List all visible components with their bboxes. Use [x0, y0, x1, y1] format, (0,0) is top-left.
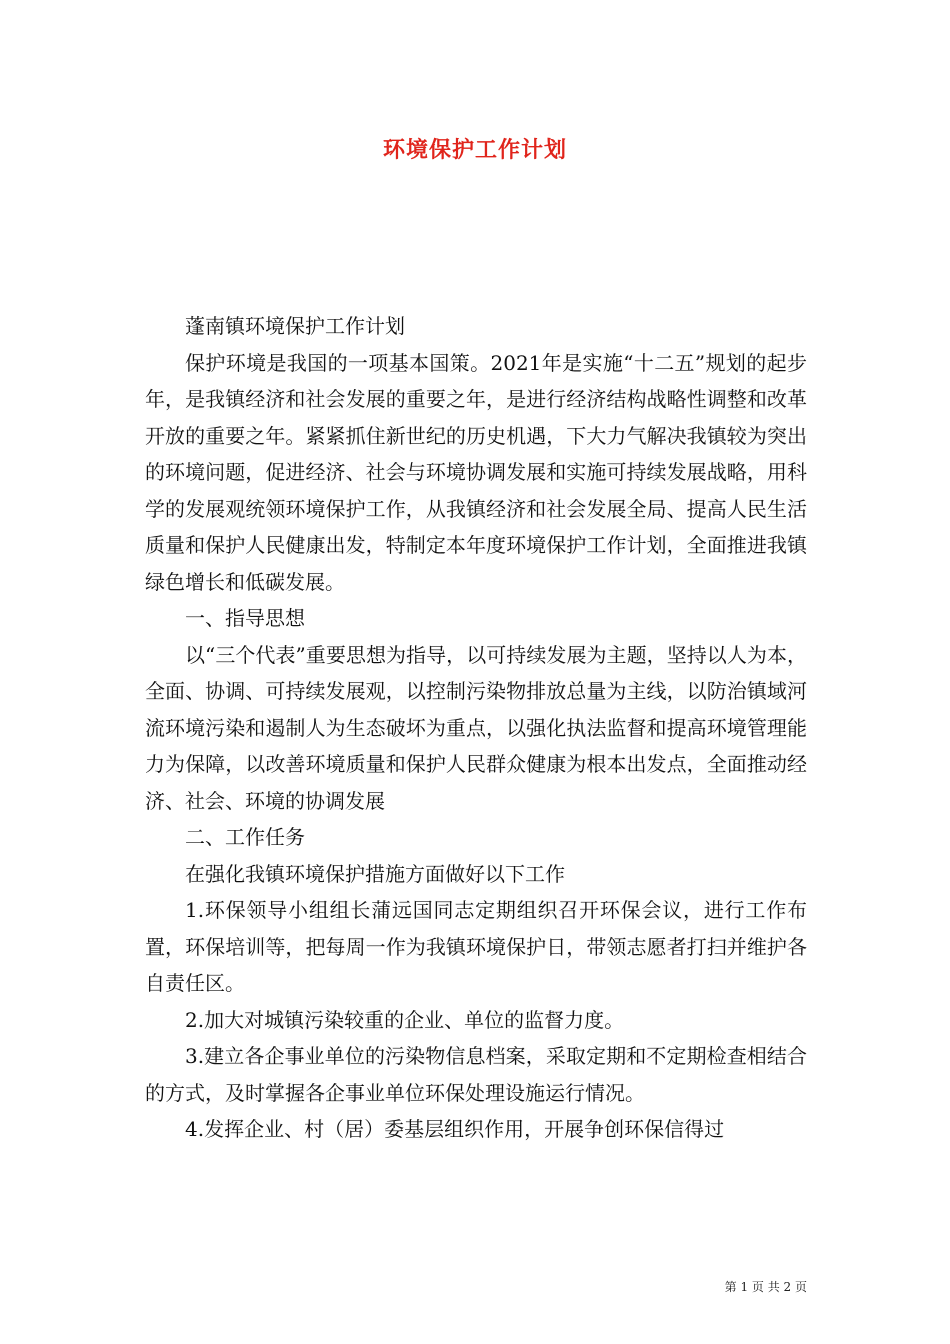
intro-paragraph: 保护环境是我国的一项基本国策。2021年是实施“十二五”规划的起步年，是我镇经济和社会发展的重要之年，是进行经济结构战略性调整和改革开放的重要之年。紧紧抓住新世纪的历史机遇，下大力气解决我镇较为突出的环境问题，促进经济、社会与环境协调发展和实施可持续发展战略，用科学的发展观统领环境保护工作，从我镇经济和社会发展全局、提高人民生活质量和保护人民健康出发，特制定本年度环境保护工作计划，全面推进我镇绿色增长和低碳发展。	[145, 350, 807, 594]
page-number-footer: 第 1 页 共 2 页	[724, 1280, 807, 1294]
task-item-4: 4.发挥企业、村（居）委基层组织作用，开展争创环保信得过	[185, 1117, 725, 1141]
section-heading-guiding-ideology: 一、指导思想	[185, 606, 305, 630]
task-item-3: 3.建立各企事业单位的污染物信息档案，采取定期和不定期检查相结合的方式，及时掌握各企事业单位环保处理设施运行情况。	[145, 1044, 807, 1105]
task-item-1: 1.环保领导小组组长蒲远国同志定期组织召开环保会议，进行工作布置，环保培训等，把每周一作为我镇环境保护日，带领志愿者打扫并维护各自责任区。	[145, 898, 807, 995]
document-title: 环境保护工作计划	[382, 137, 567, 163]
work-tasks-intro: 在强化我镇环境保护措施方面做好以下工作	[185, 861, 565, 886]
task-item-2: 2.加大对城镇污染较重的企业、单位的监督力度。	[185, 1007, 625, 1032]
document-body	[145, 308, 807, 1148]
section-heading-work-tasks: 二、工作任务	[185, 825, 305, 849]
subtitle-paragraph: 蓬南镇环境保护工作计划	[185, 314, 405, 338]
guiding-ideology-paragraph: 以“三个代表”重要思想为指导，以可持续发展为主题，坚持以人为本，全面、协调、可持续发展观，以控制污染物排放总量为主线，以防治镇域河流环境污染和遏制人为生态破坏为重点，以强化执法监督和提高环境管理能力为保障，以改善环境质量和保护人民群众健康为根本出发点，全面推动经济、社会、环境的协调发展	[145, 642, 807, 813]
